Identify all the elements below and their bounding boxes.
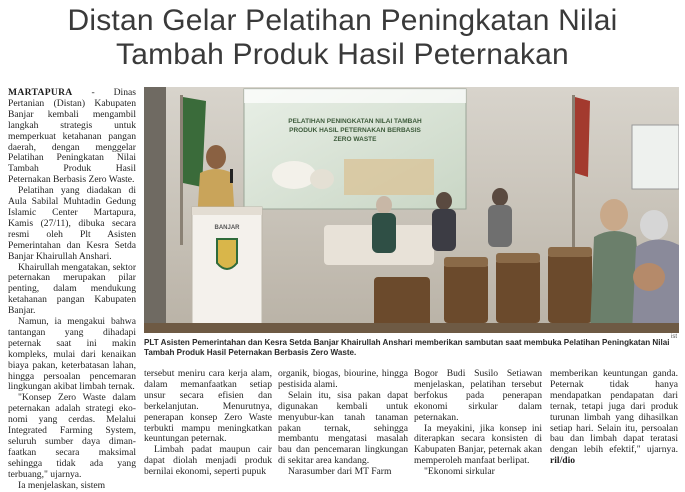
article-column-1 xyxy=(8,88,136,492)
article-paragraph xyxy=(550,369,678,467)
photo-caption: PLT Asisten Pemerintahan dan Kesra Setda Banjar Khairullah Anshari memberikan sambutan saat membuka Pelatihan Peningkatan Nilai Tambah Produk Hasil Peternakan Berbasis Zero Waste. xyxy=(144,338,670,358)
banner-text-3: ZERO WASTE xyxy=(333,136,377,143)
article-column-3 xyxy=(278,369,408,478)
dateline: MARTAPURA xyxy=(8,87,73,98)
article-paragraph xyxy=(8,88,136,186)
news-photo xyxy=(144,87,679,333)
article-paragraph: Selain itu, sisa pakan dapat digunakan kembali untuk menyubur-kan tanah tanaman pakan ternak, sehingga membantu mengatasi masalah bau dan pencemaran lingkungan di sekitar area kandang. xyxy=(278,389,408,467)
photo-illustration xyxy=(144,87,679,333)
article-paragraph: Khairullah mengatakan, sektor peternakan merupakan pilar penting, dalam mendukung ketahanan pangan Kabupaten Banjar. xyxy=(8,261,137,317)
article-paragraph: Bogor Budi Susilo Setiawan menjelaskan, pelatihan tersebut berfokus pada penerapan ekonomi sirkular dalam peternakan. xyxy=(414,368,542,423)
article-paragraph: "Ekonomi sirkular xyxy=(424,466,495,478)
article-paragraph: Narasumber dari MT Farm xyxy=(288,466,392,478)
article-paragraph: organik, biogas, biourine, hingga pestisida alami. xyxy=(278,368,408,390)
article-paragraph: Limbah padat maupun cair dapat diolah menjadi produk bernilai ekonomi, seperti pupuk xyxy=(144,444,272,478)
article-paragraph: Ia menjelaskan, sistem xyxy=(18,479,106,491)
headline-line-1: Distan Gelar Pelatihan Peningkatan Nilai xyxy=(67,4,618,37)
closing-text: memberikan keuntungan ganda. Peternak tidak hanya mendapatkan pendapatan dari ternak, tetapi juga dari produk turunan limbah yang dihasilkan setiap hari. Selain itu, persoalan bau dan limbah dapat teratasi dengan lebih efektif," ujarnya. xyxy=(550,368,678,456)
photo-credit: ist xyxy=(671,334,677,340)
lead-text: - Dinas Pertanian (Distan) Kabupaten Banjar kembali mengambil langkah strategis untuk memperkuat ketahanan pangan daerah, dengan menggelar Pelatihan Peningkatan Nilai Tambah Produk Hasil Peternakan Berbasis Zero Waste. xyxy=(8,87,136,186)
author-signature: ril/dio xyxy=(550,455,576,467)
article-paragraph: "Konsep Zero Waste dalam peternakan adalah strategi eko-nomi yang cerdas. Melalui Integrated Farming System, seluruh sumber daya diman-faatkan secara maksimal sehingga tidak ada yang terbuang," ujarnya. xyxy=(8,392,136,480)
article-paragraph: tersebut meniru cara kerja alam, dalam memanfaatkan setiap unsur secara efisien dan berkelanjutan. Menurutnya, penerapan konsep Zero Waste terbukti mampu meningkatkan keuntungan peternak. xyxy=(144,368,272,445)
article-paragraph: Pelatihan yang diadakan di Aula Sabilal Muhtadin Gedung Islamic Center Martapura, Kamis (27/11), dibuka secara resmi oleh Plt Asisten Pemerintahan dan Kesra Setda Banjar Khairullah Anshari. xyxy=(8,185,136,262)
banner-text-2: PRODUK HASIL PETERNAKAN BERBASIS xyxy=(289,127,421,134)
article-column-4 xyxy=(414,369,542,478)
article-paragraph: Ia meyakini, jika konsep ini diterapkan secara konsisten di Kabupaten Banjar, peternak akan memperoleh manfaat berlipat. xyxy=(414,422,542,467)
banner-text-1: PELATIHAN PENINGKATAN NILAI TAMBAH xyxy=(288,118,422,125)
headline xyxy=(0,4,685,72)
podium-label: BANJAR xyxy=(214,225,240,231)
headline-line-2: Tambah Produk Hasil Peternakan xyxy=(116,38,569,71)
article-column-5 xyxy=(550,369,678,467)
article-paragraph: Namun, ia mengakui bahwa tantangan yang dihadapi peternak saat ini makin kompleks, mulai dari kenaikan biaya pakan, keterbatasan lahan, hingga persoalan pencemaran lingkungan akibat limbah ternak. xyxy=(8,316,136,393)
article-column-2 xyxy=(144,369,272,478)
